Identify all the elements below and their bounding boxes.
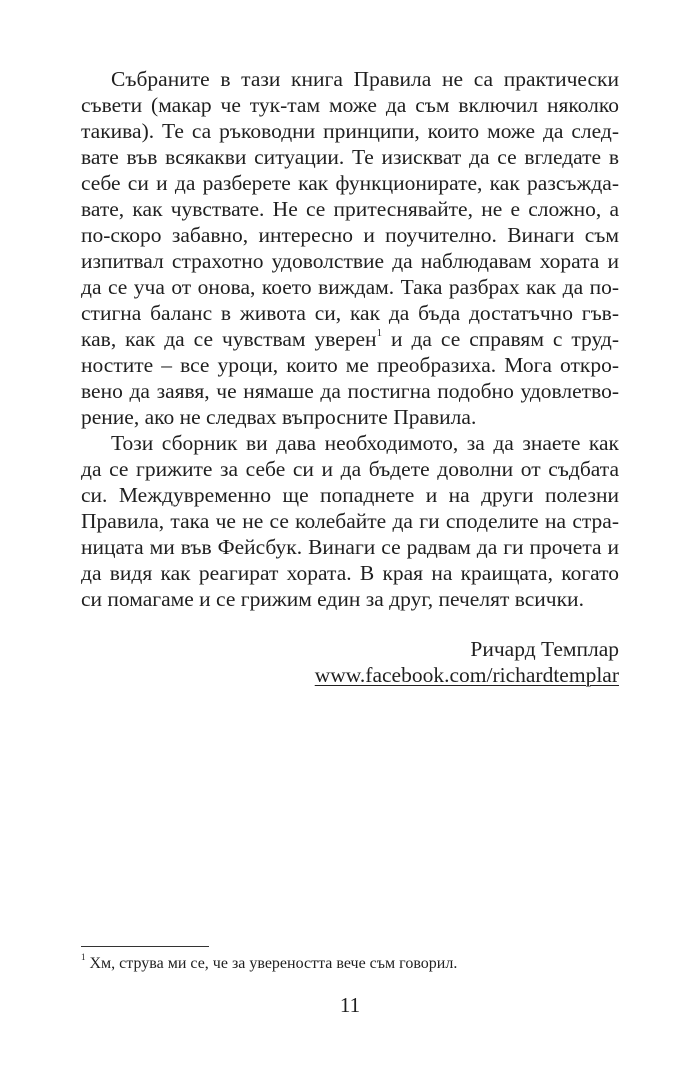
- footnote-text: Хм, струва ми се, че за увереността вече съм говорил.: [85, 955, 458, 972]
- text-line: рение, ако не следвах въпросните Правила.: [81, 405, 477, 429]
- text-line: Правила, така че не се колебайте да ги споделите на стра-: [81, 509, 619, 533]
- text-line: вате, как чувствате. Не се притеснявайте, не е сложно, а: [81, 197, 619, 221]
- text-segment: и да се справям с труд-: [382, 327, 619, 351]
- footnote-reference: 1: [376, 326, 383, 339]
- page-number: 11: [339, 993, 361, 1017]
- text-line: да се уча от онова, което виждам. Така разбрах как да по-: [81, 275, 619, 299]
- footnote: [81, 951, 458, 974]
- text-line: си помагаме и се грижим един за друг, печелят всички.: [81, 587, 584, 611]
- text-line: себе си и да разберете как функционирате, как разсъжда-: [81, 171, 619, 195]
- text-line: ностите – все уроци, които ме преобразиха. Мога откро-: [81, 353, 619, 377]
- footnote-marker: 1: [81, 951, 86, 962]
- text-line: вено да заявя, че нямаше да постигна подобно удовлетво-: [81, 379, 619, 403]
- text-line: съвети (макар че тук-там може да съм включил няколко: [81, 93, 619, 117]
- text-line: по-скоро забавно, интересно и поучително. Винаги съм: [81, 223, 619, 247]
- text-line: Този сборник ви дава необходимото, за да знаете как: [111, 431, 619, 455]
- author-signature: Ричард Темплар: [470, 637, 619, 661]
- text-line: вате във всякакви ситуации. Те изискват да се вгледате в: [81, 145, 619, 169]
- text-line: да видя как реагират хората. В края на краищата, когато: [81, 561, 619, 585]
- text-line: изпитвал страхотно удоволствие да наблюдавам хората и: [81, 249, 619, 273]
- text-line-with-footnote: [81, 326, 619, 352]
- text-line: такива). Те са ръководни принципи, които може да след-: [81, 119, 619, 143]
- text-line: да се грижите за себе си и да бъдете доволни от съдбата: [81, 457, 619, 481]
- text-line: ницата ми във Фейсбук. Винаги се радвам да ги прочета и: [81, 535, 619, 559]
- text-line: стигна баланс в живота си, как да бъда достатъчно гъв-: [81, 301, 619, 325]
- text-segment: кав, как да се чувствам уверен: [81, 327, 377, 351]
- text-line: си. Междувременно ще попаднете и на други полезни: [81, 483, 619, 507]
- footnote-divider: [81, 946, 209, 947]
- text-line: Събраните в тази книга Правила не са практически: [111, 67, 619, 91]
- author-facebook-link[interactable]: www.facebook.com/richardtemplar: [314, 663, 619, 687]
